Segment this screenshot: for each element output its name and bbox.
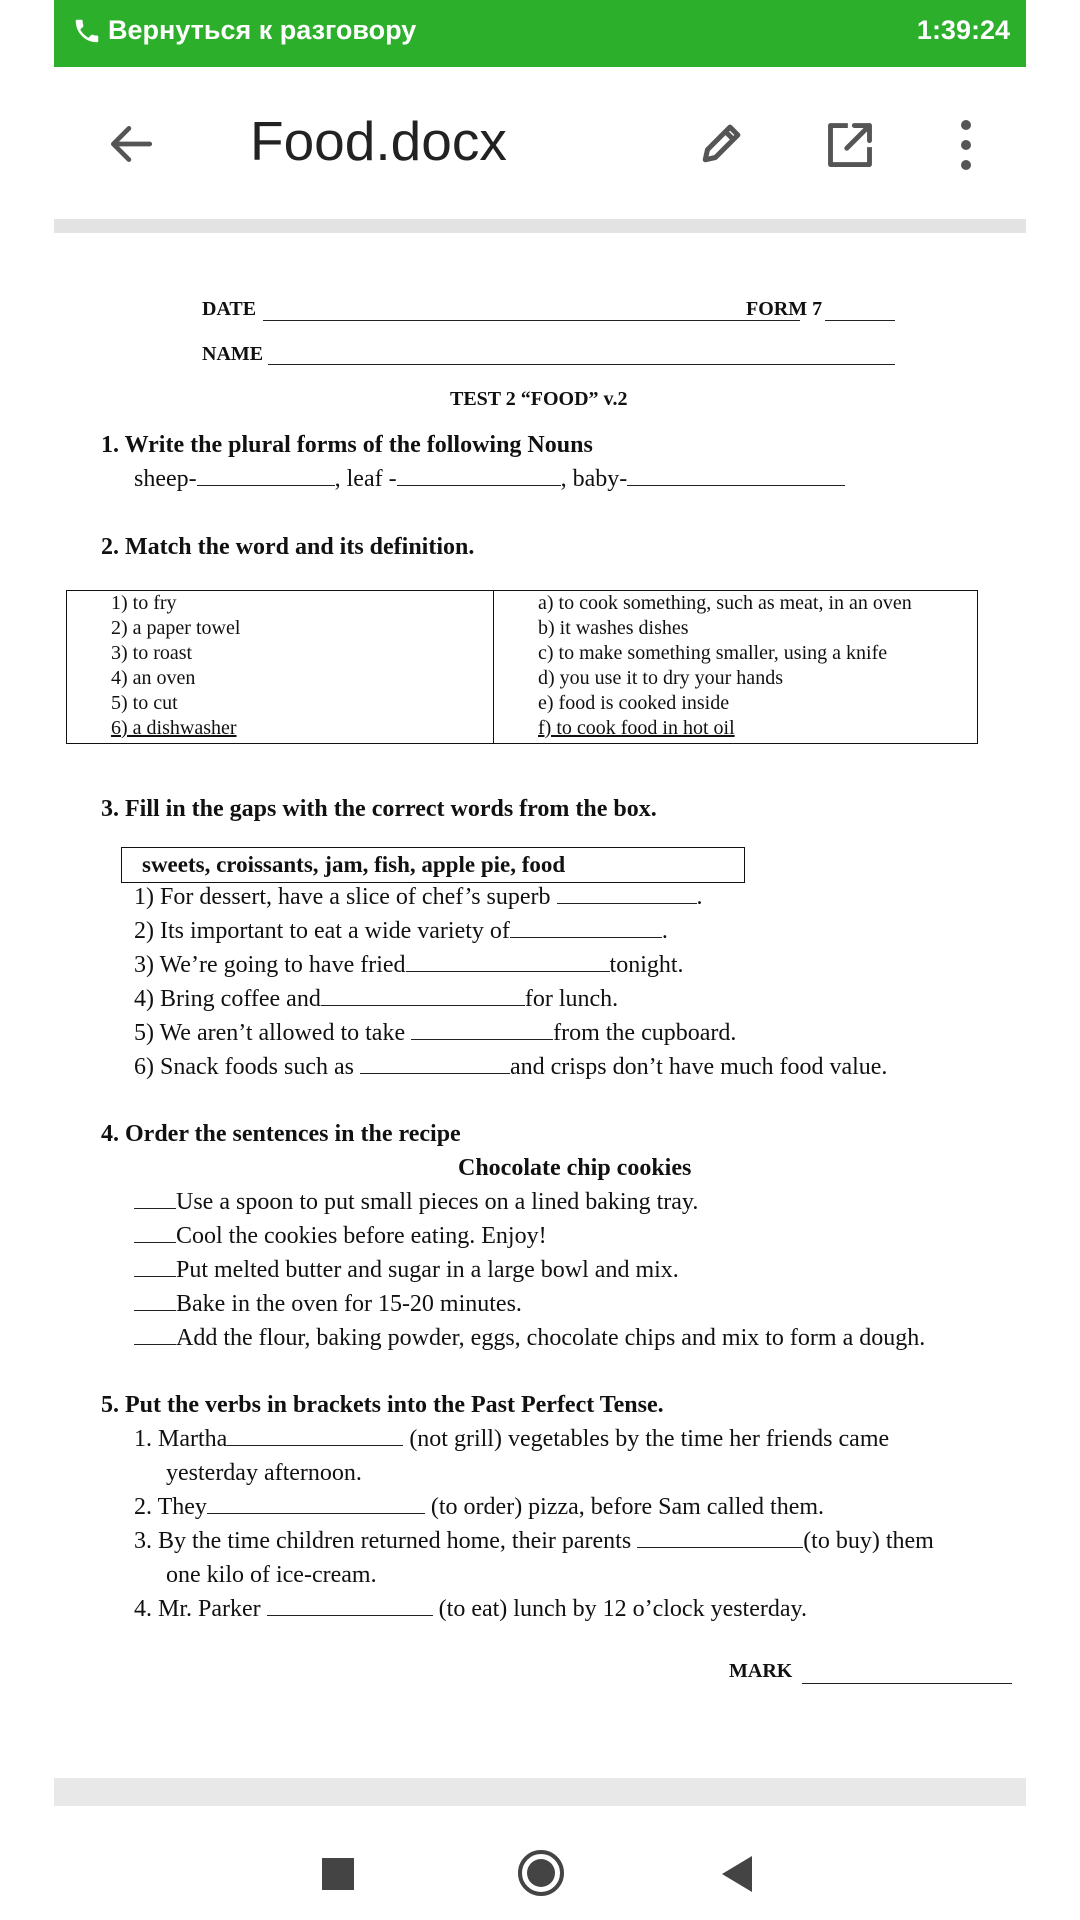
fill-item-number: 4) <box>134 986 154 1012</box>
match-left-item: 4) an oven <box>111 667 196 689</box>
fill-blank <box>321 987 525 1006</box>
recipe-step-text: Use a spoon to put small pieces on a lined baking tray. <box>176 1189 699 1215</box>
fill-item <box>134 1020 736 1047</box>
fill-item <box>134 1054 887 1081</box>
form-blank <box>825 320 895 321</box>
tense-item <box>134 1528 934 1555</box>
return-to-call-bar[interactable] <box>54 0 1026 67</box>
app-bar <box>54 67 1026 219</box>
fill-item-number: 3) <box>134 952 154 978</box>
match-left-item: 6) a dishwasher <box>111 717 237 739</box>
word-box: sweets, croissants, jam, fish, apple pie, food <box>121 847 745 883</box>
call-timer: 1:39:24 <box>916 15 1010 45</box>
match-left-item: 1) to fry <box>111 592 177 614</box>
fill-item-tail: . <box>696 884 703 910</box>
section-5-heading: 5. Put the verbs in brackets into the Past Perfect Tense. <box>101 1392 664 1418</box>
tense-item-text: 1. Martha <box>134 1426 228 1452</box>
order-blank <box>134 1258 176 1277</box>
plural-word-leaf: , leaf - <box>334 466 397 492</box>
tense-item-continued: yesterday afternoon. <box>166 1460 362 1486</box>
tense-item <box>134 1494 824 1521</box>
more-options-icon[interactable] <box>954 117 978 173</box>
fill-item-tail: for lunch. <box>524 986 619 1012</box>
tense-blank <box>227 1427 403 1446</box>
document-title: Food.docx <box>250 110 507 172</box>
tense-item-text: (not grill) vegetables by the time her friends came <box>409 1426 890 1452</box>
tense-blank <box>207 1495 425 1514</box>
form-label: FORM 7 <box>746 298 823 320</box>
fill-item-tail: tonight. <box>609 952 684 978</box>
fill-item <box>134 952 684 979</box>
test-title: TEST 2 “FOOD” v.2 <box>450 388 628 410</box>
phone-icon <box>72 16 102 46</box>
match-left-item: 2) a paper towel <box>111 617 241 639</box>
recipe-step <box>134 1257 679 1284</box>
match-table <box>66 590 978 744</box>
plural-blank-2 <box>397 467 561 486</box>
tense-item-text: 4. Mr. Parker <box>134 1596 261 1622</box>
match-right-item: e) food is cooked inside <box>538 692 730 714</box>
toolbar-divider <box>54 219 1026 233</box>
fill-item <box>134 986 618 1013</box>
match-right-item: f) to cook food in hot oil <box>538 717 735 739</box>
recipe-step <box>134 1325 925 1352</box>
fill-blank <box>411 1021 553 1040</box>
tense-item <box>134 1426 889 1453</box>
match-left-item: 5) to cut <box>111 692 178 714</box>
tense-blank <box>637 1529 803 1548</box>
recipe-step <box>134 1189 698 1216</box>
fill-item-tail: . <box>661 918 668 944</box>
order-blank <box>134 1326 176 1345</box>
date-blank <box>263 320 800 321</box>
tense-item-text: 2. They <box>134 1494 207 1520</box>
recipe-step <box>134 1291 522 1318</box>
fill-item-number: 5) <box>134 1020 154 1046</box>
mark-label: MARK <box>729 1660 793 1682</box>
date-label: DATE <box>202 298 257 320</box>
match-right-item: d) you use it to dry your hands <box>538 667 783 689</box>
fill-item-number: 1) <box>134 884 154 910</box>
section-4-heading: 4. Order the sentences in the recipe <box>101 1121 461 1147</box>
match-right-item: b) it washes dishes <box>538 617 689 639</box>
section-1-heading: 1. Write the plural forms of the following Nouns <box>101 432 593 458</box>
edit-pencil-icon[interactable] <box>694 117 748 171</box>
call-label: Вернуться к разговору <box>108 15 417 45</box>
tense-blank <box>267 1597 433 1616</box>
tense-item-text: 3. By the time children returned home, their parents <box>134 1528 632 1554</box>
app-frame <box>54 0 1026 1920</box>
plural-word-baby: , baby- <box>560 466 628 492</box>
section-1-line <box>134 466 845 493</box>
fill-item-text: We aren’t allowed to take <box>159 1020 406 1046</box>
match-left-column <box>111 591 240 743</box>
mark-blank <box>802 1683 1012 1684</box>
fill-item <box>134 918 668 945</box>
fill-item-text: Snack foods such as <box>160 1054 354 1080</box>
recents-square-icon[interactable] <box>322 1858 354 1890</box>
fill-item-text: We’re going to have fried <box>159 952 406 978</box>
fill-blank <box>406 953 610 972</box>
recipe-step-text: Cool the cookies before eating. Enjoy! <box>176 1223 547 1249</box>
fill-item-tail: and crisps don’t have much food value. <box>509 1054 888 1080</box>
page-bottom-gap <box>54 1778 1026 1806</box>
match-right-item: a) to cook something, such as meat, in an oven <box>538 592 912 614</box>
order-blank <box>134 1292 176 1311</box>
name-label: NAME <box>202 343 264 365</box>
fill-item <box>134 884 703 911</box>
recipe-title: Chocolate chip cookies <box>458 1155 692 1181</box>
match-right-column <box>493 591 912 743</box>
name-blank <box>268 364 895 365</box>
back-triangle-icon[interactable] <box>716 1852 756 1896</box>
home-circle-icon[interactable] <box>516 1848 566 1898</box>
plural-blank-3 <box>627 467 845 486</box>
plural-blank-1 <box>197 467 335 486</box>
match-left-item: 3) to roast <box>111 642 193 664</box>
fill-blank <box>360 1055 510 1074</box>
plural-word-sheep: sheep- <box>134 466 197 492</box>
document-page[interactable] <box>54 233 1026 1778</box>
order-blank <box>134 1190 176 1209</box>
fill-item-number: 6) <box>134 1054 154 1080</box>
system-nav-bar <box>54 1806 1026 1920</box>
tense-item-text: (to eat) lunch by 12 o’clock yesterday. <box>438 1596 807 1622</box>
tense-item-text: (to order) pizza, before Sam called them. <box>430 1494 825 1520</box>
tense-item-continued: one kilo of ice-cream. <box>166 1562 377 1588</box>
tense-item <box>134 1596 807 1623</box>
recipe-step-text: Add the flour, baking powder, eggs, chocolate chips and mix to form a dough. <box>176 1325 926 1351</box>
open-external-icon[interactable] <box>824 119 876 171</box>
recipe-step-text: Put melted butter and sugar in a large bowl and mix. <box>176 1257 679 1283</box>
section-2-heading: 2. Match the word and its definition. <box>101 534 475 560</box>
fill-item-text: For dessert, have a slice of chef’s superb <box>160 884 551 910</box>
fill-blank <box>510 919 662 938</box>
section-3-heading: 3. Fill in the gaps with the correct words from the box. <box>101 796 657 822</box>
recipe-step-text: Bake in the oven for 15-20 minutes. <box>176 1291 522 1317</box>
fill-item-text: Its important to eat a wide variety of <box>160 918 510 944</box>
match-right-item: c) to make something smaller, using a knife <box>538 642 888 664</box>
fill-item-tail: from the cupboard. <box>553 1020 737 1046</box>
fill-blank <box>557 885 697 904</box>
tense-item-text: (to buy) them <box>803 1528 934 1554</box>
fill-item-text: Bring coffee and <box>160 986 321 1012</box>
order-blank <box>134 1224 176 1243</box>
recipe-step <box>134 1223 547 1250</box>
back-arrow-icon[interactable] <box>106 119 156 169</box>
fill-item-number: 2) <box>134 918 154 944</box>
